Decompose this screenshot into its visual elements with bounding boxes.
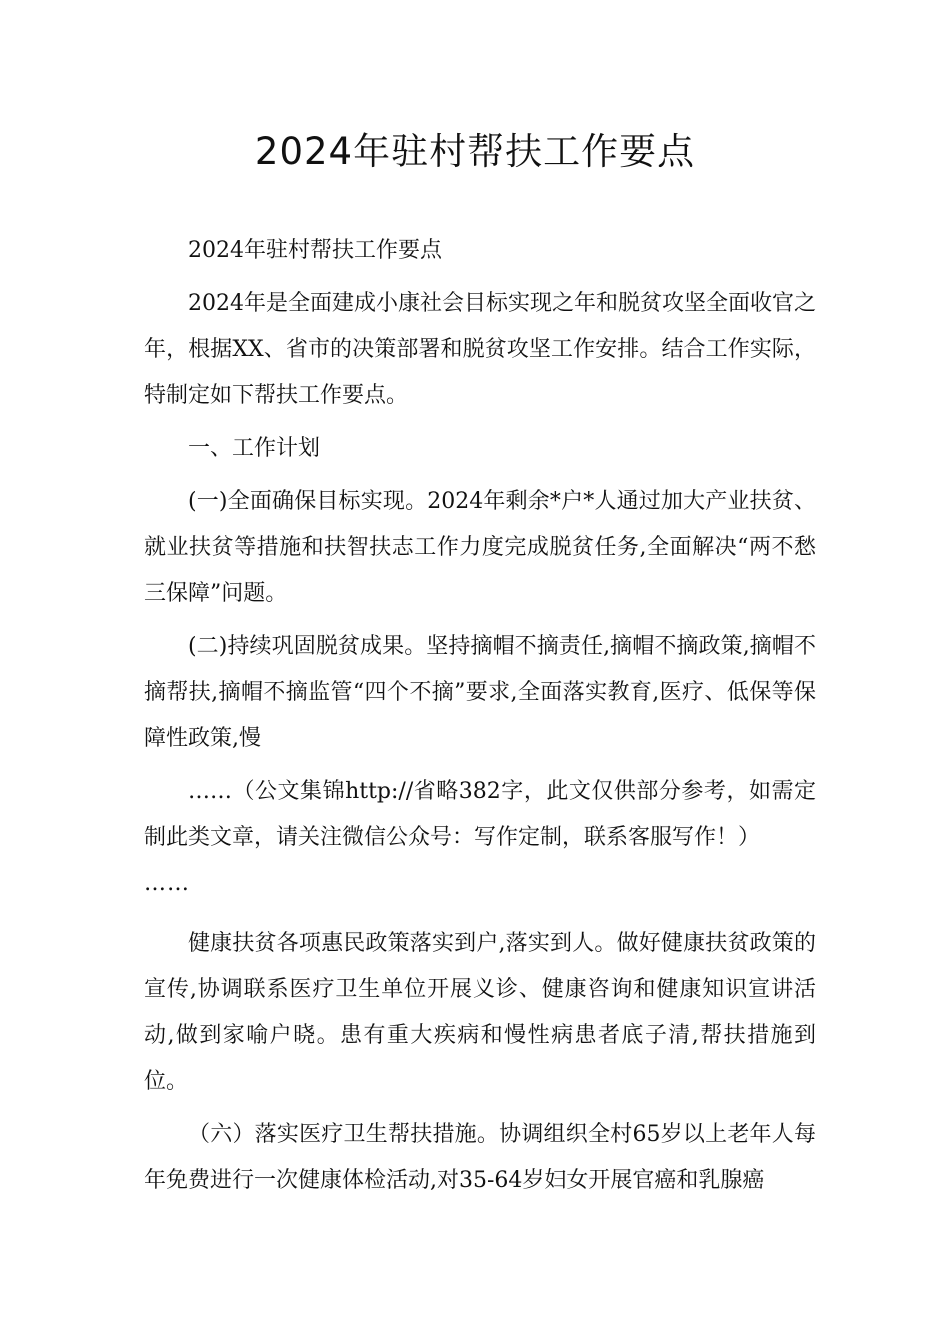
omission-dots: …… [144, 871, 190, 896]
paragraph-item-2: (二)持续巩固脱贫成果。坚持摘帽不摘责任,摘帽不摘政策,摘帽不摘帮扶,摘帽不摘监管“四个不摘”要求,全面落实教育,医疗、低保等保障性政策,慢 [144, 634, 816, 751]
paragraph-omission-note: ……（公文集锦http://省略382字，此文仅供部分参考，如需定制此类文章，请关注微信公众号：写作定制，联系客服写作！） [144, 779, 816, 850]
paragraph-intro: 2024年是全面建成小康社会目标实现之年和脱贫攻坚全面收官之年，根据XX、省市的决策部署和脱贫攻坚工作安排。结合工作实际，特制定如下帮扶工作要点。 [144, 291, 816, 408]
document-body [144, 228, 816, 1211]
paragraph-item-6: （六）落实医疗卫生帮扶措施。协调组织全村65岁以上老年人每年免费进行一次健康体检活动,对35-64岁妇女开展官癌和乳腺癌 [144, 1122, 816, 1193]
paragraph-section-heading: 一、工作计划 [188, 436, 321, 461]
paragraph-item-1: (一)全面确保目标实现。2024年剩余*户*人通过加大产业扶贫、就业扶贫等措施和扶智扶志工作力度完成脱贫任务,全面解决“两不愁三保障”问题。 [144, 489, 816, 606]
paragraph-subtitle: 2024年驻村帮扶工作要点 [188, 238, 442, 263]
document-title: 2024年驻村帮扶工作要点 [254, 130, 696, 173]
paragraph-health-policy: 健康扶贫各项惠民政策落实到户,落实到人。做好健康扶贫政策的宣传,协调联系医疗卫生单位开展义诊、健康咨询和健康知识宣讲活动,做到家喻户晓。患有重大疾病和慢性病患者底子清,帮扶措施到位。 [144, 931, 816, 1094]
